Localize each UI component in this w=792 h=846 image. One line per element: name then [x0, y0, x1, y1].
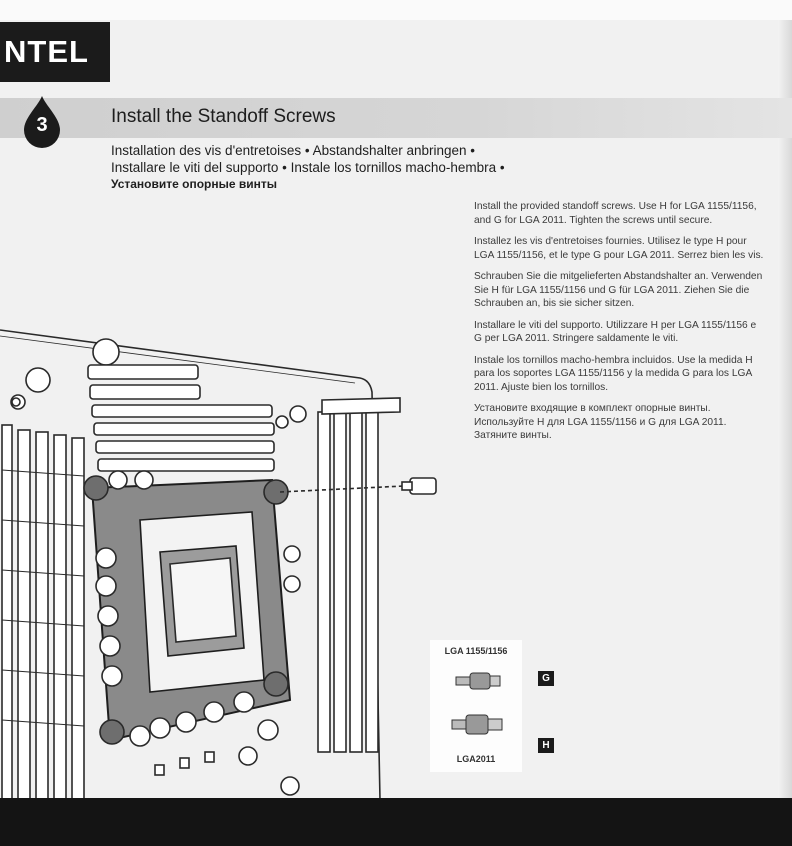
- step-number: 3: [36, 114, 48, 136]
- instruction-it: Installare le viti del supporto. Utilizzare H per LGA 1155/1156 e G per LGA 2011. Stringere saldamente le viti.: [474, 319, 757, 344]
- screw-legend-card: [430, 640, 522, 772]
- instruction-fr: Installez les vis d'entretoises fournies. Utilisez le type H pour LGA 1155/1156, et le type G pour LGA 2011. Serrez bien les vis.: [474, 236, 764, 261]
- page-top-margin: [0, 0, 792, 20]
- page-footer-band: [0, 798, 792, 846]
- ram-slots: [318, 398, 400, 752]
- step-subtitles: [111, 142, 505, 193]
- heatsink-fins: [2, 425, 84, 800]
- brand-logo: [0, 22, 110, 82]
- brand-text: NTEL: [4, 34, 89, 69]
- subtitle-line: Installare le viti del supporto • Instale los tornillos macho-hembra •: [111, 160, 505, 175]
- standoff-screw-h-icon: [448, 710, 508, 740]
- instruction-es: Instale los tornillos macho-hembra incluidos. Use la medida H para los soportes LGA 1155/1156 y la medida G para los LGA 2011. Ajuste bien los tornillos.: [474, 354, 753, 393]
- motherboard-illustration: [0, 320, 470, 800]
- subtitle-line: Installation des vis d'entretoises • Abstandshalter anbringen •: [111, 143, 475, 158]
- instruction-ru: Установите входящие в комплект опорные винты. Используйте H для LGA 1155/1156 и G для LGA 2011. Затяните винты.: [474, 403, 727, 441]
- legend-label-lga2011: LGA2011: [456, 754, 496, 764]
- subtitle-line: Установите опорные винты: [111, 177, 278, 191]
- tag-h: H: [538, 738, 554, 753]
- standoff-screw-g-icon: [450, 668, 506, 694]
- tag-g: G: [538, 671, 554, 686]
- instructions-block: [474, 200, 764, 451]
- instruction-de: Schrauben Sie die mitgelieferten Abstandshalter an. Verwenden Sie H für LGA 1155/1156 und G für LGA 2011. Ziehen Sie die Schrauben an, bis sie sicher sitzen.: [474, 271, 763, 309]
- legend-label-lga1155: LGA 1155/1156: [444, 646, 508, 656]
- instruction-en: Install the provided standoff screws. Use H for LGA 1155/1156, and G for LGA 2011. Tighten the screws until secure.: [474, 201, 757, 226]
- step-title: Install the Standoff Screws: [111, 106, 336, 127]
